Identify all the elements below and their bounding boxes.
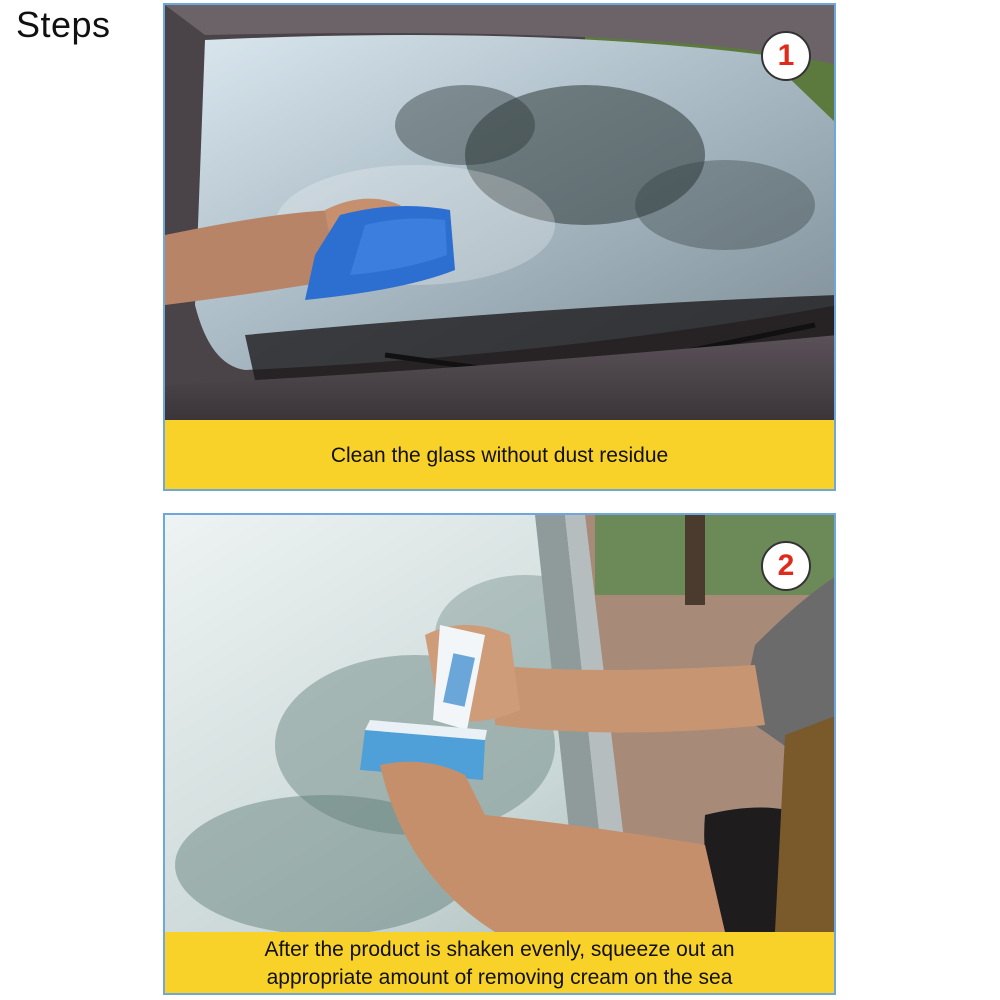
step-1-caption <box>165 420 834 491</box>
step-1-photo <box>165 5 834 420</box>
step-2-caption <box>165 932 834 995</box>
step-2-photo <box>165 515 834 932</box>
step-1-caption-text: Clean the glass without dust residue <box>330 443 669 467</box>
step-2-caption-line-2: appropriate amount of removing cream on the sea <box>266 965 733 989</box>
step-2-caption-line-1: After the product is shaken evenly, squeeze out an <box>264 937 735 961</box>
step-card-1 <box>163 3 836 491</box>
page-title: Steps <box>16 4 111 45</box>
step-number-badge: 2 <box>761 541 811 591</box>
step-number-badge: 1 <box>761 31 811 81</box>
step-card-2 <box>163 513 836 995</box>
